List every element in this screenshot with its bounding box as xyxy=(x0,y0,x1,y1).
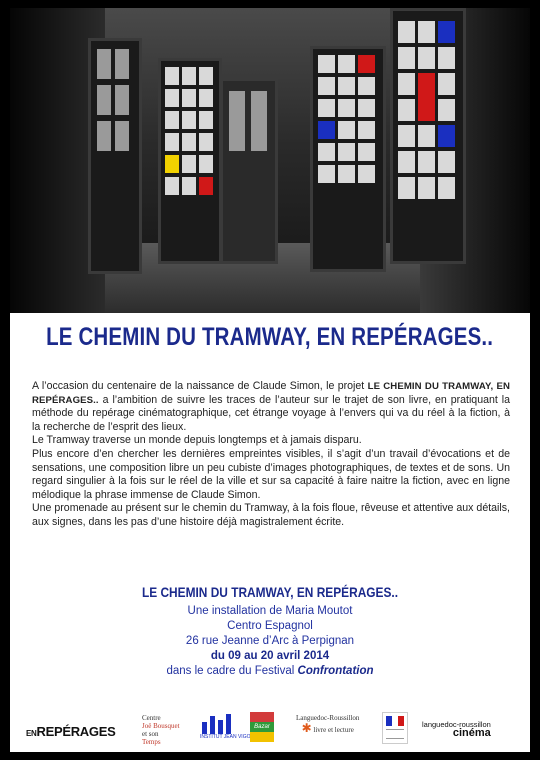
centre-logo-line: Centre xyxy=(142,714,161,722)
vigo-logo-text: INSTITUT JEAN VIGO xyxy=(200,734,251,740)
star-icon: ✱ xyxy=(301,721,312,735)
photo-door-middle xyxy=(220,78,278,264)
institut-jean-vigo-logo xyxy=(200,714,251,740)
lrc-logo-cinema: cinéma xyxy=(452,727,491,739)
languedoc-roussillon-cinema-logo xyxy=(422,720,491,738)
photo-door-right xyxy=(390,8,466,264)
event-festival xyxy=(10,664,530,679)
en-reperages-logo-main: REPÉRAGES xyxy=(36,724,116,739)
inline-project-title: LE CHEMIN DU TRAMWAY, EN REPÉRAGES.. xyxy=(32,381,510,406)
event-installation: Une installation de Maria Moutot xyxy=(187,605,353,617)
photo-door-center-right xyxy=(310,46,386,272)
headline-band xyxy=(10,313,530,361)
centre-joe-bousquet-logo xyxy=(142,714,180,746)
bazar-logo: Bazar xyxy=(250,712,274,742)
paragraph-intro xyxy=(32,380,510,434)
paragraph-tramway: Le Tramway traverse un monde depuis longtemps et à jamais disparu. xyxy=(32,434,362,447)
lr-logo-line2: livre et lecture xyxy=(313,726,354,734)
event-title: LE CHEMIN DU TRAMWAY, EN REPÉRAGES.. xyxy=(141,584,399,600)
lr-logo-mark xyxy=(296,722,359,734)
lr-logo-line1: Languedoc-Roussillon xyxy=(296,714,360,722)
photo-door-left xyxy=(88,38,142,274)
event-dates: du 09 au 20 avril 2014 xyxy=(210,650,330,662)
paragraph-composition: Plus encore d’en chercher les dernières empreintes visibles, il s’agit d’un travail d’évocations et de sensations, une composition libre un peu cubiste d’images photographiques, de textes et de sons. Un regard singulier à la fois sur le réel de la ville et sur sa capacité à faire naitre la fiction, avec en ligne mélodique la phrase immense de Claude Simon. xyxy=(32,447,510,501)
poster xyxy=(10,8,530,752)
event-info xyxy=(10,584,530,679)
rf-logo-lines xyxy=(386,729,404,739)
festival-name: Confrontation xyxy=(297,665,374,677)
sponsor-logos xyxy=(10,708,530,748)
paragraph-intro-start: A l’occasion du centenaire de la naissance de Claude Simon, le projet xyxy=(32,380,368,392)
lrc-logo-line2 xyxy=(422,729,491,738)
hero-photo xyxy=(10,8,530,313)
centre-logo-line: Temps xyxy=(142,738,161,746)
photo-door-center-left xyxy=(158,58,222,264)
lrc-logo-line1: languedoc-roussillon xyxy=(422,720,491,729)
languedoc-roussillon-livre-logo xyxy=(296,714,359,734)
en-reperages-logo xyxy=(26,724,115,739)
event-address: 26 rue Jeanne d’Arc à Perpignan xyxy=(185,635,355,647)
french-flag-icon xyxy=(386,716,404,726)
republique-francaise-logo xyxy=(382,712,408,744)
paragraph-intro-end: a l’ambition de suivre les traces de l’auteur sur le trajet de son livre, en pratiquant la méthode du repérage cinématographique, cet étrange voyage à l’envers qui va du réel à la fiction, à la recherche de l’esprit des lieux. xyxy=(32,393,510,433)
centre-logo-line: Joë Bousquet xyxy=(142,722,180,730)
centre-logo-line: et son xyxy=(142,730,159,738)
event-venue: Centro Espagnol xyxy=(227,620,313,632)
body-text xyxy=(32,380,510,530)
paragraph-promenade: Une promenade au présent sur le chemin du Tramway, à la fois floue, rêveuse et attentive aux détails, aux signes, dans les pas d’une histoire déjà magistralement écrite. xyxy=(32,502,510,528)
page-title: LE CHEMIN DU TRAMWAY, EN REPÉRAGES.. xyxy=(46,322,494,351)
en-reperages-logo-prefix: EN xyxy=(26,729,37,738)
festival-prefix: dans le cadre du Festival xyxy=(166,665,298,677)
